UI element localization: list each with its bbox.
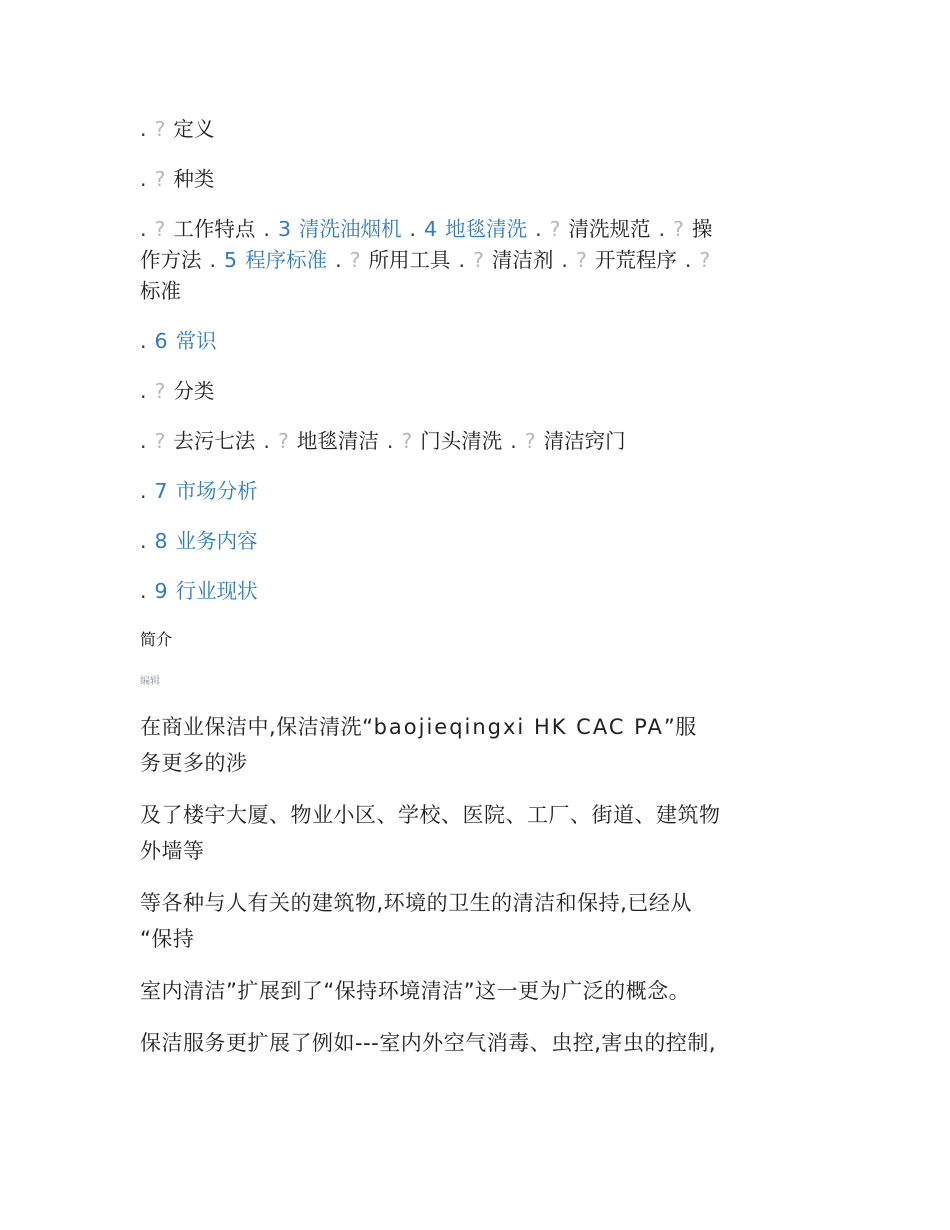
toc-bullet: . [561, 248, 568, 272]
toc-item-definition[interactable] [140, 114, 800, 145]
toc-link[interactable]: 行业现状 [175, 579, 258, 603]
paragraph [140, 885, 810, 957]
paragraph-line: 室内清洁”扩展到了“保持环境清洁”这一更为广泛的概念。 [140, 979, 691, 1003]
toc-number-placeholder: ? [154, 167, 166, 191]
paragraph [140, 797, 810, 869]
toc-label-stain-removal[interactable]: 去污七法 [173, 429, 256, 453]
toc-bullet: . [140, 379, 147, 403]
toc-bullet: . [209, 248, 217, 272]
toc-bullet: . [140, 529, 147, 553]
toc-number: 8 [154, 529, 168, 553]
toc-label-work-features[interactable]: 工作特点 [173, 217, 256, 241]
toc-label[interactable]: 分类 [173, 379, 215, 403]
toc-link-carpet-wash[interactable]: 地毯清洗 [445, 217, 528, 241]
toc-number-placeholder: ? [673, 217, 684, 241]
toc-label-carpet-clean[interactable]: 地毯清洁 [296, 429, 379, 453]
paragraph-line: 保洁服务更扩展了例如---室内外空气消毒、虫控,害虫的控制, [140, 1031, 717, 1055]
toc-number-placeholder: ? [549, 217, 561, 241]
toc-number-placeholder: ? [699, 248, 711, 272]
toc-number-placeholder: ? [473, 248, 484, 272]
toc-label-cleaning-tips[interactable]: 清洁窍门 [543, 429, 626, 453]
toc-number-placeholder: ? [154, 429, 166, 453]
toc-bullet: . [458, 248, 466, 272]
toc-item-market-analysis[interactable] [140, 476, 800, 507]
paragraph-line: “保持 [140, 927, 195, 951]
toc-line-row-3 [140, 276, 800, 307]
paragraph-line: 务更多的涉 [140, 751, 248, 775]
toc-item-group-work [140, 214, 800, 307]
toc-label[interactable]: 种类 [173, 167, 215, 191]
toc-number-placeholder: ? [575, 248, 587, 272]
toc-label-tools[interactable]: 所用工具 [368, 248, 451, 272]
paragraph [140, 709, 810, 781]
toc-bullet: . [140, 117, 147, 141]
toc-label-signboard-wash[interactable]: 门头清洗 [420, 429, 503, 453]
toc-link-procedure-standard[interactable]: 程序标准 [245, 248, 328, 272]
toc-label-cleaning-rules[interactable]: 清洗规范 [568, 217, 651, 241]
toc-number-placeholder: ? [277, 429, 289, 453]
toc-label-standard[interactable]: 标准 [140, 279, 181, 303]
section-heading: 简介 [140, 630, 173, 649]
paragraph-line: 外墙等 [140, 839, 205, 863]
toc-bullet: . [658, 217, 666, 241]
toc-link[interactable]: 市场分析 [175, 479, 258, 503]
toc-label-detergent[interactable]: 清洁剂 [491, 248, 554, 272]
toc-bullet: . [510, 429, 517, 453]
toc-number-placeholder: ? [154, 379, 166, 403]
toc-bullet: . [140, 429, 147, 453]
text-run: ”服 [663, 715, 697, 739]
toc-item-common-knowledge[interactable] [140, 326, 800, 357]
paragraph [140, 1025, 810, 1061]
body-text [140, 709, 810, 1077]
paragraph-line: 及了楼宇大厦、物业小区、学校、医院、工厂、街道、建筑物 [140, 803, 721, 827]
toc-number: 9 [154, 579, 168, 603]
toc-bullet: . [140, 329, 147, 353]
toc-number: 5 [224, 248, 238, 272]
toc-link-range-hood[interactable]: 清洗油烟机 [299, 217, 402, 241]
toc-number-placeholder: ? [154, 217, 166, 241]
toc-number-placeholder: ? [401, 429, 413, 453]
text-run: 在商业保洁中,保洁清洗“ [140, 715, 374, 739]
toc-label-operation-part1[interactable]: 操 [691, 217, 713, 241]
toc-bullet: . [263, 429, 270, 453]
toc-label-initial-clean[interactable]: 开荒程序 [594, 248, 677, 272]
toc-line-row-2 [140, 245, 800, 276]
table-of-contents [140, 114, 800, 626]
toc-number-placeholder: ? [154, 117, 166, 141]
toc-number: 3 [277, 217, 291, 241]
toc-bullet: . [684, 248, 692, 272]
toc-label-operation-part2[interactable]: 作方法 [140, 248, 202, 272]
toc-bullet: . [409, 217, 417, 241]
toc-bullet: . [140, 579, 147, 603]
toc-item-business-content[interactable] [140, 526, 800, 557]
toc-item-classification[interactable] [140, 376, 800, 407]
toc-bullet: . [335, 248, 342, 272]
toc-item-group-methods [140, 426, 800, 457]
toc-bullet: . [535, 217, 542, 241]
paragraph [140, 973, 810, 1009]
toc-bullet: . [386, 429, 394, 453]
toc-item-types[interactable] [140, 164, 800, 195]
toc-bullet: . [263, 217, 270, 241]
text-run-latin: baojieqingxi HK CAC PA [373, 715, 664, 739]
toc-link[interactable]: 常识 [175, 329, 217, 353]
paragraph-line [140, 709, 810, 745]
toc-label[interactable]: 定义 [173, 117, 215, 141]
toc-number: 6 [154, 329, 168, 353]
toc-bullet: . [140, 217, 147, 241]
toc-bullet: . [140, 167, 147, 191]
toc-number: 7 [154, 479, 168, 503]
paragraph-line: 等各种与人有关的建筑物,环境的卫生的清洁和保持,已经从 [140, 891, 692, 915]
toc-item-industry-status[interactable] [140, 576, 800, 607]
toc-line-row-1 [140, 214, 800, 245]
toc-link[interactable]: 业务内容 [175, 529, 258, 553]
toc-number-placeholder: ? [524, 429, 536, 453]
edit-link[interactable]: 编辑 [140, 676, 160, 687]
toc-number-placeholder: ? [349, 248, 361, 272]
toc-number: 4 [424, 217, 438, 241]
toc-bullet: . [140, 479, 147, 503]
